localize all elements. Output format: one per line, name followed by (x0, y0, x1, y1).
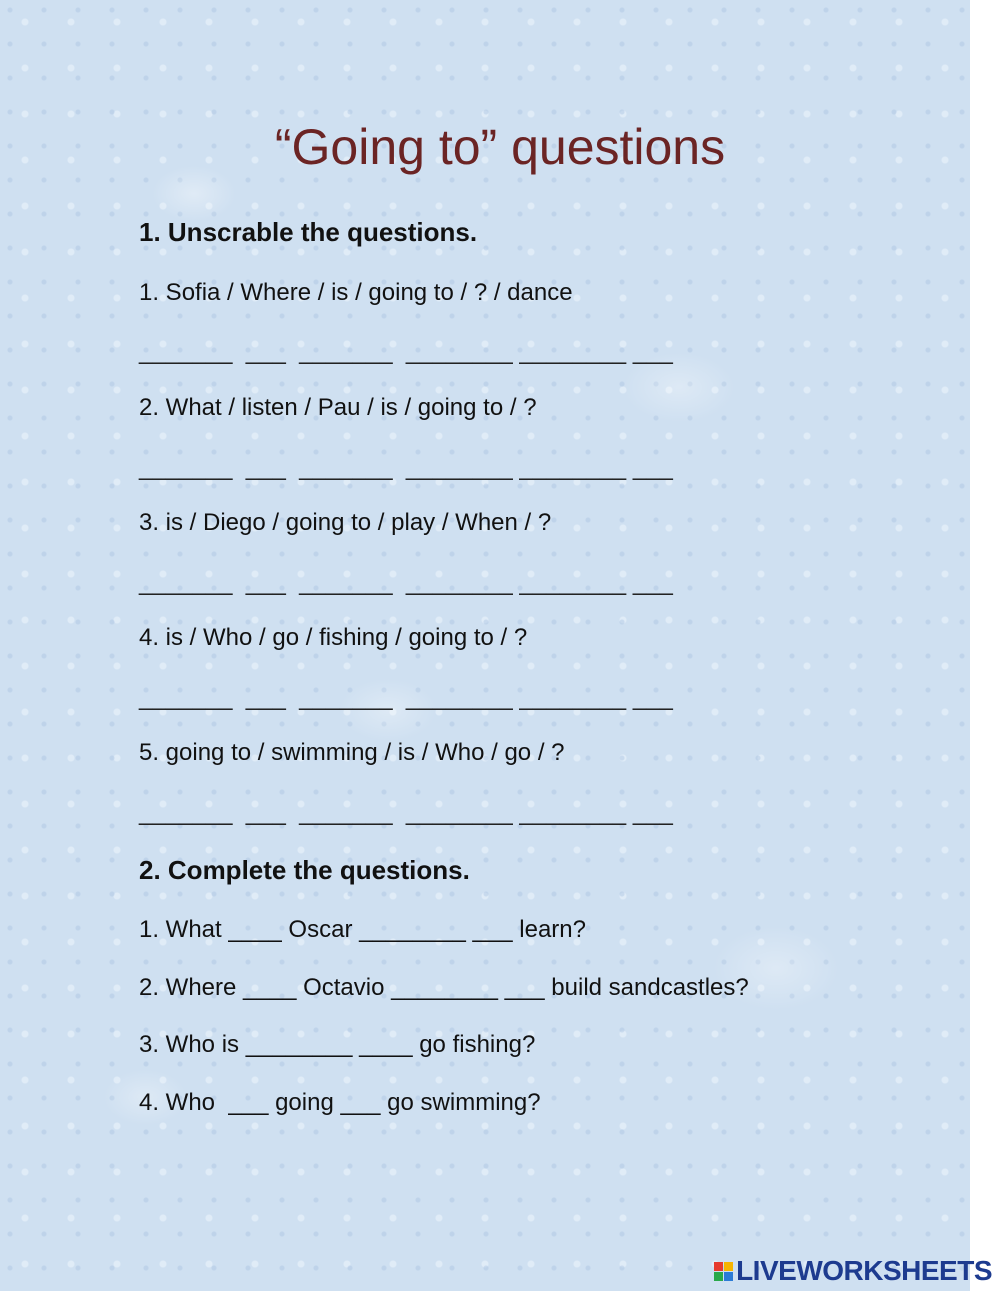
section1-answer-blank-4[interactable]: _______ ___ _______ ________ ________ ___ (139, 684, 673, 711)
section1-answer-blank-2[interactable]: _______ ___ _______ ________ ________ ___ (139, 454, 673, 481)
section1-question-2: 2. What / listen / Pau / is / going to / ? (139, 394, 537, 421)
section1-question-1: 1. Sofia / Where / is / going to / ? / dance (139, 279, 573, 306)
section1-answer-blank-3[interactable]: _______ ___ _______ ________ ________ ___ (139, 569, 673, 596)
worksheet-title: “Going to” questions (274, 119, 726, 175)
logo-square-blue (724, 1272, 733, 1281)
liveworksheets-logo-text: LIVEWORKSHEETS (736, 1255, 992, 1286)
section1-question-3: 3. is / Diego / going to / play / When / ? (139, 509, 552, 536)
logo-square-green (714, 1272, 723, 1281)
section2-question-1[interactable]: 1. What ____ Oscar ________ ___ learn? (139, 916, 586, 943)
section1-question-5: 5. going to / swimming / is / Who / go / ? (139, 739, 565, 766)
section2-question-4[interactable]: 4. Who ___ going ___ go swimming? (139, 1089, 541, 1116)
logo-square-yellow (724, 1262, 733, 1271)
section1-answer-blank-5[interactable]: _______ ___ _______ ________ ________ ___ (139, 799, 673, 826)
liveworksheets-logo (714, 1257, 992, 1285)
section2-question-3[interactable]: 3. Who is ________ ____ go fishing? (139, 1031, 536, 1058)
liveworksheets-logo-icon (714, 1262, 733, 1281)
section2-question-2[interactable]: 2. Where ____ Octavio ________ ___ build sandcastles? (139, 974, 749, 1001)
logo-square-red (714, 1262, 723, 1271)
section2-heading: 2. Complete the questions. (139, 855, 470, 885)
section1-answer-blank-1[interactable]: _______ ___ _______ ________ ________ ___ (139, 338, 673, 365)
section1-heading: 1. Unscrable the questions. (139, 217, 478, 247)
section1-question-4: 4. is / Who / go / fishing / going to / ? (139, 624, 528, 651)
